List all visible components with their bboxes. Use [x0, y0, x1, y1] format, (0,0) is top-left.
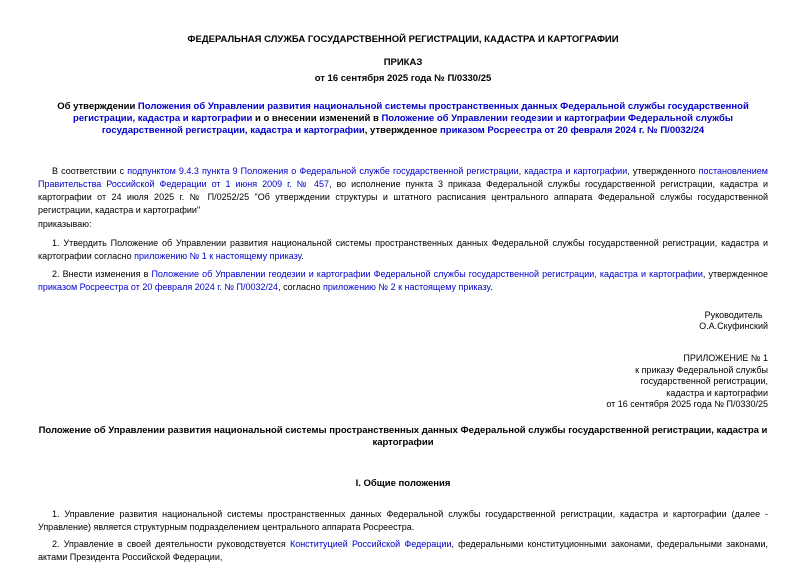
text-run: , утвержденное: [364, 125, 441, 136]
enacting-word: приказываю:: [38, 219, 92, 229]
issuing-authority: ФЕДЕРАЛЬНАЯ СЛУЖБА ГОСУДАРСТВЕННОЙ РЕГИСТРАЦИИ, КАДАСТРА И КАРТОГРАФИИ: [187, 34, 619, 45]
text-run: 1. Утвердить Положение об Управлении развития национальной системы пространственных данных Федеральной службы государственной регистрации, кадастра и картографии согласно: [38, 238, 768, 261]
text-run: Об утверждении: [57, 101, 138, 112]
appendix-line: от 16 сентября 2025 года № П/0330/25: [606, 399, 768, 409]
signer-name: О.А.Скуфинский: [699, 321, 768, 331]
text-link[interactable]: приложению № 1 к настоящему приказу: [134, 251, 302, 261]
text-run: 1. Управление развития национальной системы пространственных данных Федеральной службы государственной регистрации, кадастра и картографии (далее - Управление) является структурным подразделением центрального аппарата Росреестра.: [38, 508, 768, 532]
text-link[interactable]: постановлением Правительства Российской Федерации от 1 июня 2009 г. № 457: [38, 166, 768, 189]
text-run: .: [490, 282, 493, 292]
text-link[interactable]: Положение об Управлении геодезии и картографии Федеральной службы государственной регистрации, кадастра и картографии: [151, 269, 703, 279]
text-run: , утвержденное: [702, 269, 769, 279]
appendix-line: к приказу Федеральной службы: [635, 364, 768, 375]
preamble-paragraph: [38, 165, 768, 217]
regulation-title: Положение об Управлении развития национальной системы пространственных данных Федеральной службы государственной регистрации, кадастра и картографии: [38, 424, 768, 448]
regulation-item-2: [38, 538, 768, 564]
order-item-1: [38, 237, 768, 263]
text-run: , федеральными конституционными законами, федеральными законами, актами Президента Российской Федерации,: [38, 538, 768, 562]
text-link[interactable]: Конституцией Российской Федерации: [289, 538, 452, 549]
text-link[interactable]: подпунктом 9.4.3 пункта 9 Положения о Федеральной службе государственной регистрации, кадастра и картографии: [127, 166, 628, 176]
text-run: 2. Внести изменения в: [52, 269, 152, 279]
order-title: [38, 101, 768, 137]
text-link[interactable]: Положение об Управлении геодезии и картографии Федеральной службы государственной регистрации, кадастра и картографии: [101, 113, 733, 136]
order-item-2: [38, 268, 768, 294]
document-type: ПРИКАЗ: [383, 57, 423, 68]
text-link[interactable]: приказом Росреестра от 20 февраля 2024 г. № П/0032/24: [440, 125, 705, 136]
text-run: 2. Управление в своей деятельности руководствуется: [52, 538, 290, 549]
section-heading: I. Общие положения: [355, 477, 451, 489]
document-date-number: от 16 сентября 2025 года № П/0330/25: [314, 73, 492, 84]
text-run: .: [301, 251, 304, 261]
text-run: , утвержденного: [627, 166, 699, 176]
text-link[interactable]: приказом Росреестра от 20 февраля 2024 г. № П/0032/24: [38, 282, 279, 292]
appendix-line: ПРИЛОЖЕНИЕ № 1: [683, 353, 768, 363]
text-link[interactable]: Положения об Управлении развития национальной системы пространственных данных Федеральной службы государственной регистрации, кадастра и картографии: [73, 101, 749, 124]
appendix-header: [38, 353, 768, 411]
text-run: и о внесении изменений в: [252, 113, 382, 124]
signature-block: [38, 310, 768, 333]
text-run: , во исполнение пункта 3 приказа Федеральной службы государственной регистрации, кадастра и картографии от 24 июля 2025 г. № П/0252/25 "Об утверждении структуры и штатного расписания центрального аппарата Федеральной службы государственной регистрации, кадастра и картографии": [38, 179, 768, 215]
regulation-item-1: [38, 508, 768, 534]
text-link[interactable]: приложению № 2 к настоящему приказу: [323, 282, 491, 292]
appendix-line: государственной регистрации,: [640, 376, 768, 386]
text-run: В соответствии с: [52, 166, 128, 176]
text-run: , согласно: [278, 282, 323, 292]
appendix-line: кадастра и картографии: [666, 387, 768, 398]
signer-position: Руководитель: [704, 310, 763, 320]
